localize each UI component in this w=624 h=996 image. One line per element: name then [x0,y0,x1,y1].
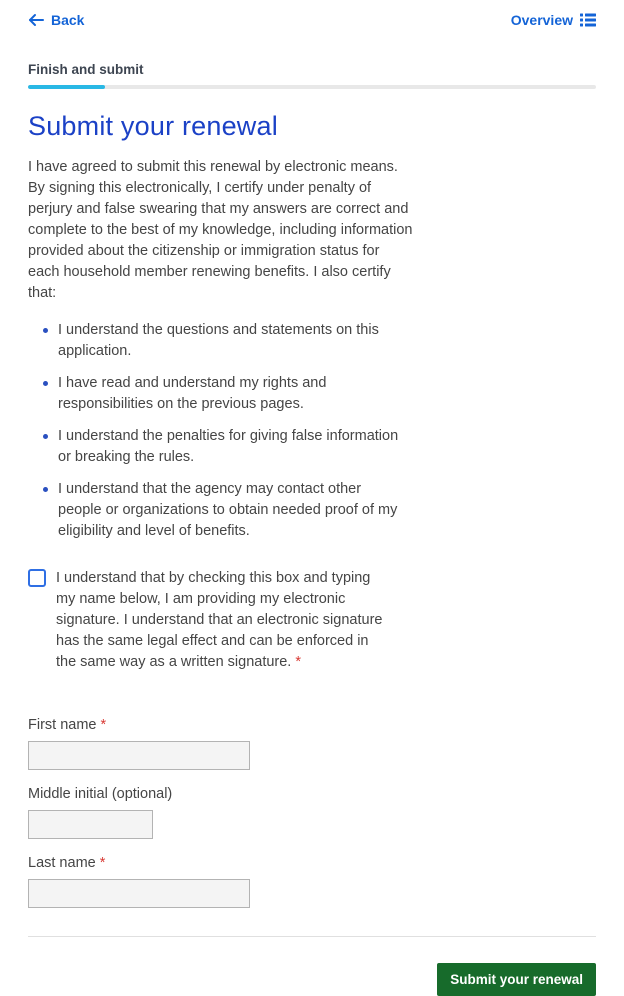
required-asterisk: * [295,654,302,670]
first-name-label-text: First name [28,717,97,733]
signature-checkbox-label[interactable] [56,568,386,673]
required-asterisk: * [100,717,107,733]
overview-link[interactable] [511,12,596,28]
last-name-label-text: Last name [28,855,96,871]
name-fields [28,717,596,908]
footer-divider [28,936,596,937]
footer-actions [28,963,596,996]
last-name-input[interactable] [28,879,250,908]
page-title: Submit your renewal [28,111,278,141]
required-asterisk: * [99,855,106,871]
back-link[interactable] [28,12,84,28]
step-label: Finish and submit [28,62,144,77]
bulleted-list-icon [580,13,596,27]
submit-button[interactable]: Submit your renewal [437,963,596,996]
middle-initial-label-text: Middle initial (optional) [28,786,173,802]
back-arrow-icon [28,13,44,27]
certification-item: I understand that the agency may contact other people or organizations to obtain needed proof of my eligibility and level of benefits. [58,479,403,542]
progress-fill [28,85,105,89]
last-name-label [28,855,596,871]
progress-track [28,85,596,89]
first-name-input[interactable] [28,741,250,770]
middle-initial-label [28,786,596,802]
first-name-label [28,717,596,733]
top-nav [28,0,596,32]
certification-item: I understand the questions and statements on this application. [58,320,403,362]
certification-item: I have read and understand my rights and responsibilities on the previous pages. [58,373,403,415]
signature-checkbox[interactable] [28,569,46,587]
signature-label-text: I understand that by checking this box and typing my name below, I am providing my electronic signature. I understand that an electronic signature has the same legal effect and can be enforced in the same way as a written signature. [56,570,383,670]
signature-consent [28,568,596,673]
back-link-label: Back [51,12,85,28]
overview-link-label: Overview [510,12,573,28]
intro-paragraph: I have agreed to submit this renewal by electronic means. By signing this electronically, I certify under penalty of perjury and false swearing that my answers are correct and complete to the best of my knowledge, including information provided about the citizenship or immigration status for each household member renewing benefits. I also certify that: [28,159,413,301]
middle-initial-input[interactable] [28,810,153,839]
certification-list [28,320,403,542]
step-indicator [28,62,596,89]
certification-item: I understand the penalties for giving false information or breaking the rules. [58,426,403,468]
